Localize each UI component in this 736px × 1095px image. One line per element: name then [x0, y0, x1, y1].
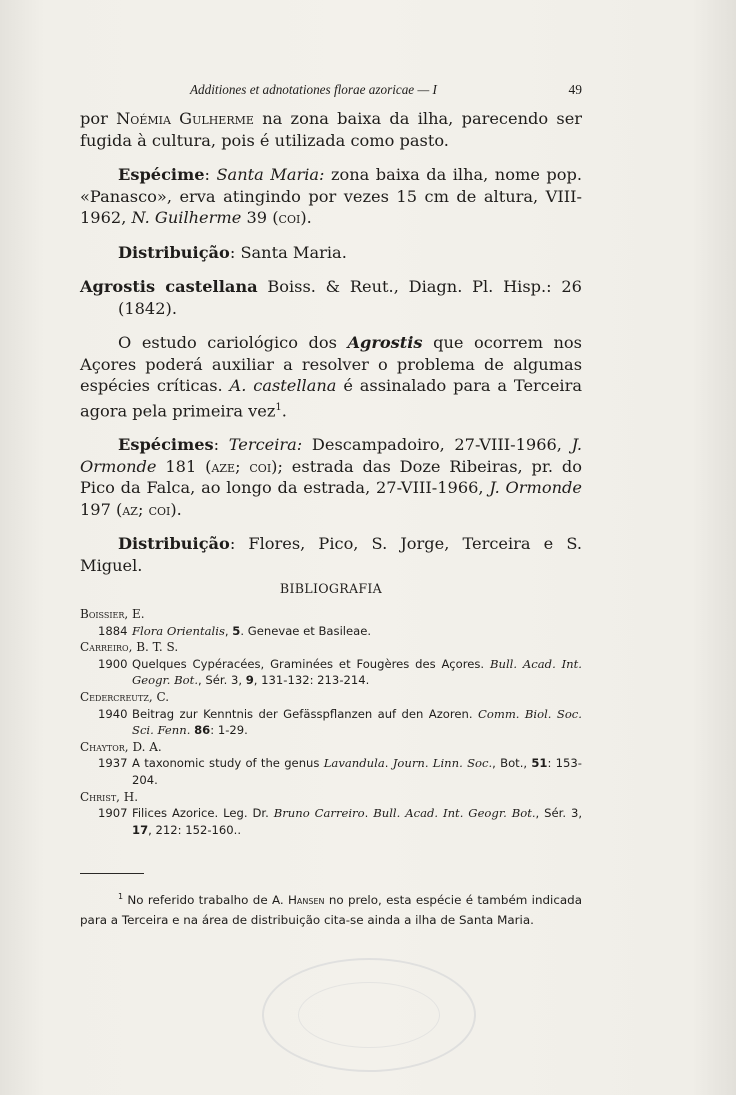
citation-text: Quelques Cypéracées, Graminées et Fougères des Açores. [132, 656, 490, 671]
bibliography-entry [80, 805, 582, 838]
specimens-paragraph: Espécimes: Terceira: Descampadoiro, 27-VIII-1966, J. Ormonde 181 (aze; coi); estrada das Doze Ribeiras, pr. do Pico da Falca, ao longo da estrada, 27-VIII-1966, J. Ormonde 197 (az; coi). [80, 435, 582, 519]
entry-citation [132, 706, 582, 739]
collector-name: J. Ormonde [489, 478, 582, 498]
bibliography-author: Carreiro, B. T. S. [80, 640, 179, 655]
citation-title: Lavandula [323, 756, 385, 771]
citation-text: , Sér. 3, [535, 806, 582, 821]
bibliography-entry [80, 706, 582, 739]
volume-number: 17 [132, 822, 149, 837]
bibliography-author: Boissier, E. [80, 607, 145, 621]
herbarium-code: az [122, 499, 138, 519]
bibliography-entry [80, 755, 582, 788]
footnote [80, 887, 582, 930]
entry-year: 1907 [98, 806, 128, 821]
citation-title: Flora Orientalis [132, 623, 225, 638]
volume-number: 5 [232, 623, 241, 638]
herbarium-code: coi [249, 456, 272, 476]
species-name: Agrostis castellana [80, 277, 258, 296]
volume-number: 9 [245, 673, 254, 688]
citation-text: A taxonomic study of the genus [132, 756, 324, 771]
citation-text: , Bot., [492, 756, 532, 771]
herbarium-code: coi [278, 208, 301, 227]
bibliography-author: Cedercreutz, C. [80, 689, 170, 704]
citation-text: , 131-132: 213-214. [253, 673, 370, 688]
bibliography-entry [80, 656, 582, 689]
citation-title: Bull. Acad. Int. Geogr. Bot. [132, 656, 582, 688]
specimens-label: Espécimes [118, 435, 214, 455]
citation-title: Bull. Acad. Int. Geogr. Bot. [373, 806, 536, 821]
discussion-paragraph: O estudo cariológico dos Agrostis que ocorrem nos Açores poderá auxiliar a resolver o problema de algumas espécies críticas. A. castellana é assinalado para a Terceira agora pela primeira vez$^1$. [80, 333, 582, 420]
locality: Terceira: [228, 435, 303, 455]
page-number: 49 [568, 82, 582, 97]
distribution-label: Distribuição [118, 534, 230, 554]
citation-title: Journ. Linn. Soc. [392, 756, 493, 771]
citation-text: : 153-204. [132, 756, 582, 787]
library-stamp [262, 958, 476, 1072]
bibliography-list [80, 606, 582, 838]
collector-name: N. Guilherme [131, 208, 242, 227]
footnote-text: $^1$ No referido trabalho de A. Hansen no prelo, esta espécie é também indicada para a Terceira e na área de distribuição cita-se ainda a ilha de Santa Maria. [80, 892, 583, 927]
bibliography-entry [80, 623, 582, 640]
citation-text: , [224, 623, 233, 638]
running-title: Additiones et adnotationes florae azoricae — I [190, 82, 437, 97]
citation-title: Bruno Carreiro [273, 806, 365, 821]
citation-text: Beitrag zur Kenntnis der Gefässpflanzen auf den Azoren. [132, 706, 478, 721]
distribution-label: Distribuição [118, 242, 230, 262]
entry-year: 1937 [98, 756, 128, 771]
citation-text: . [384, 756, 393, 771]
running-header [80, 82, 582, 100]
citation-title: Comm. Biol. Soc. Sci. Fenn. [132, 706, 582, 738]
genus-name: Agrostis [347, 333, 423, 352]
specimen-paragraph: Espécime: Santa Maria: zona baixa da ilha, nome pop. «Panasco», erva atingindo por vezes 15 cm de altura, VIII-1962, N. Guilherme 39 (coi). [80, 165, 582, 227]
herbarium-code: coi [148, 499, 171, 519]
entry-citation [132, 755, 582, 788]
locality: Santa Maria: [216, 165, 325, 184]
entry-year: 1940 [98, 706, 128, 721]
distribution-paragraph: Distribuição: Santa Maria. [118, 242, 347, 262]
collector-name: J. Ormonde [80, 435, 582, 476]
herbarium-code: aze [211, 456, 236, 476]
bibliography-title: BIBLIOGRAFIA [279, 581, 383, 596]
entry-citation [132, 623, 582, 640]
distribution-paragraph: Distribuição: Flores, Pico, S. Jorge, Terceira e S. Miguel. [80, 534, 582, 575]
author-name: Hansen [287, 892, 325, 907]
bibliography-author: Christ, H. [80, 789, 139, 804]
volume-number: 86 [194, 723, 211, 738]
citation-text: , 212: 152-160.. [148, 822, 242, 837]
entry-citation [132, 805, 582, 838]
citation-text: Filices Azorice. Leg. Dr. [132, 806, 274, 821]
footnote-divider [80, 873, 144, 874]
bibliography-author: Chaytor, D. A. [80, 739, 162, 754]
species-heading [80, 276, 582, 319]
entry-citation [132, 656, 582, 689]
citation-text: : 1-29. [210, 723, 248, 738]
citation-text: . Genevae et Basileae. [240, 623, 372, 638]
citation-text: . [364, 806, 374, 821]
paragraph-habitat: por Noémia Gulherme na zona baixa da ilha, parecendo ser fugida à cultura, pois é utilizada como pasto. [80, 109, 583, 150]
entry-year: 1900 [98, 656, 128, 671]
main-text [80, 108, 582, 576]
entry-year: 1884 [98, 623, 128, 638]
species-abbrev: A. castellana [229, 376, 337, 395]
citation-text: , Sér. 3, [198, 673, 246, 688]
volume-number: 51 [531, 756, 548, 771]
species-citation: Boiss. & Reut., Diagn. Pl. Hisp.: 26 (1842). [118, 277, 582, 318]
footnote-mark: 1 [118, 892, 124, 901]
footnote-ref: 1 [275, 401, 282, 413]
specimen-label: Espécime [118, 165, 205, 184]
collector-name: Noémia Gulherme [116, 109, 254, 128]
